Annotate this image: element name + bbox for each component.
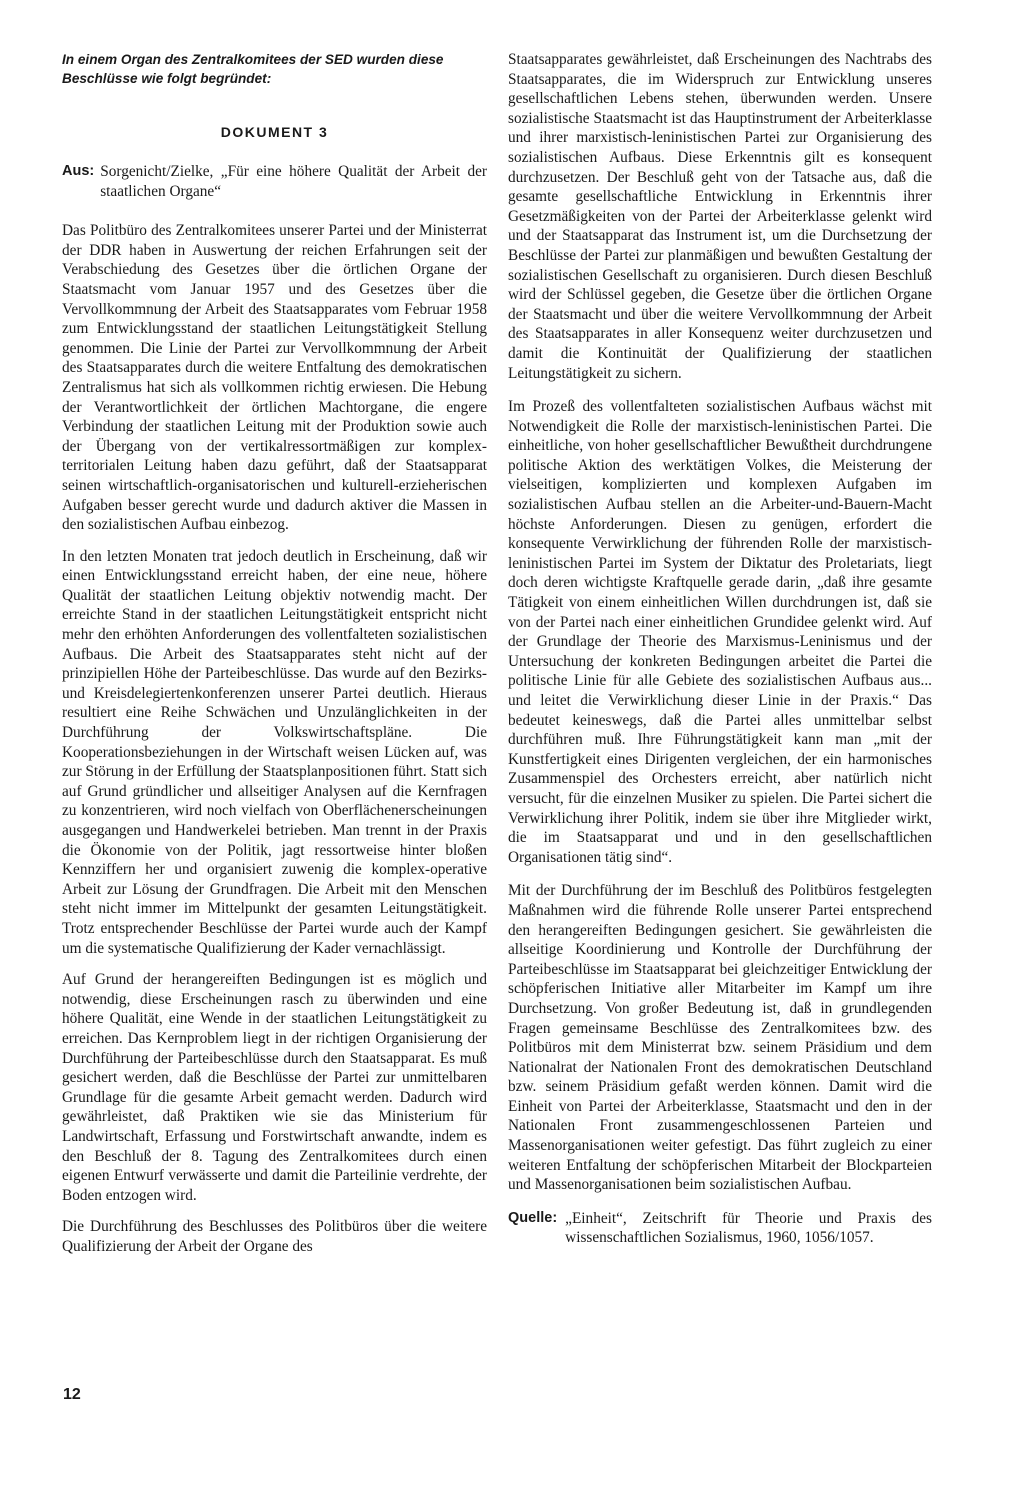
- paragraph: Das Politbüro des Zentralkomitees unserer Partei und der Ministerrat der DDR haben in Auswertung der reichen Erfahrungen seit der Verabschiedung des Gesetzes über die örtlichen Organe der Staatsmacht vom Januar 1957 und des Gesetzes über die Vervollkommnung der Arbeit des Staatsapparates vom Februar 1958 zum Entwicklungsstand der staatlichen Leitungstätigkeit Stellung genommen. Die Linie der Partei zur Vervollkommnung der Arbeit des Staatsapparates durch die weitere Entfaltung des demokratischen Zentralismus hat sich als vollkommen richtig erwiesen. Die Hebung der Verantwortlichkeit der örtlichen Machtorgane, die engere Verbindung der staatlichen Leitung mit der Produktion sowie auch der Übergang von der vertikalressortmäßigen zur komplex-territorialen Leitung haben dazu geführt, daß der Staatsapparat seinen wirtschaftlich-organisatorischen und kulturell-erzieherischen Aufgaben besser gerecht wurde und dadurch aktiver die Massen in den sozialistischen Aufbau einbezog.: [62, 222, 487, 534]
- source-citation: [62, 162, 487, 201]
- paragraph: Im Prozeß des vollentfalteten sozialistischen Aufbaus wächst mit Notwendigkeit die Rolle der marxistisch-leninistischen Partei. Die einheitliche, von hoher gesellschaftlicher Bewußtheit durchdrungene politische Aktion des werktätigen Volkes, die Meisterung der vielseitigen, komplizierten und komplexen Aufgaben im sozialistischen Aufbau stellen an die Arbeiter-und-Bauern-Macht höchste Anforderungen. Diesen zu genügen, erfordert die konsequente Verwirklichung der führenden Rolle der marxistisch-leninistischen Partei im System der Diktatur des Proletariats, liegt doch deren wichtigste Kraftquelle gerade darin, „daß ihre gesamte Tätigkeit von einem einheitlichen Willen durchdrungen ist, daß sie von der Partei nach einer einheitlichen Grundidee gelenkt wird. Auf der Grundlage der Theorie des Marxismus-Leninismus und der Untersuchung der konkreten Bedingungen arbeitet die Partei die politische Linie für alle Gebiete des sozialistischen Aufbaus aus... und leitet die Verwirklichung dieser Linie in der Praxis.“ Das bedeutet keineswegs, daß die Partei alles unmittelbar selbst durchführen muß. Ihre Führungstätigkeit kann man „mit der Kunstfertigkeit eines Dirigenten vergleichen, der ein harmonisches Zusammenspiel des Orchesters erreicht, aber natürlich nicht versucht, für die einzelnen Musiker zu spielen. Die Partei sichert die Verwirklichung ihrer Politik, indem sie über ihre Mitglieder wirkt, die im Staatsapparat und und in den gesellschaftlichen Organisationen tätig sind“.: [508, 398, 932, 866]
- source-label: Aus:: [62, 163, 95, 179]
- intro-text: In einem Organ des Zentralkomitees der SED wurden diese Beschlüsse wie folgt begründet:: [62, 52, 444, 86]
- right-column: [508, 50, 932, 1248]
- left-column: [62, 50, 487, 1268]
- source-reference-text: „Einheit“, Zeitschrift für Theorie und Praxis des wissenschaftlichen Sozialismus, 1960, 1056/1057.: [565, 1209, 932, 1247]
- source-reference-label: Quelle:: [508, 1209, 558, 1226]
- paragraph: Auf Grund der herangereiften Bedingungen ist es möglich und notwendig, diese Erscheinungen rasch zu überwinden und eine höhere Qualität, eine Wende in der staatlichen Leitungstätigkeit zu erreichen. Das Kernproblem liegt in der richtigen Organisierung der Durchführung der Parteibeschlüsse durch den Staatsapparat. Es muß gesichert werden, daß die Beschlüsse der Partei zur unmittelbaren Grundlage für die gesamte Arbeit gemacht werden. Dadurch wird gewährleistet, daß Praktiken wie sie das Ministerium für Landwirtschaft, Erfassung und Forstwirtschaft anwandte, indem es den Beschluß der 8. Tagung des Zentralkomitees durch einen eigenen Entwurf verwässerte und damit die Parteilinie verdrehte, der Boden entzogen wird.: [62, 971, 487, 1204]
- paragraph: Mit der Durchführung der im Beschluß des Politbüros festgelegten Maßnahmen wird die führende Rolle unserer Partei entsprechend den herangereiften Bedingungen gesichert. Sie gewährleisten die allseitige Koordinierung und Kontrolle der Durchführung der Parteibeschlüsse im Staatsapparat bei gleichzeitiger Entwicklung der schöpferischen Initiative aller Mitarbeiter im Kampf um ihre Durchsetzung. Von großer Bedeutung ist, daß in grundlegenden Fragen gemeinsame Beschlüsse des Zentralkomitees bzw. des Politbüros mit dem Ministerrat bzw. seinem Präsidium und dem Nationalrat der Nationalen Front des demokratischen Deutschland bzw. seinem Präsidium gefaßt werden können. Damit wird die Einheit von Partei der Arbeiterklasse, Staatsmacht und den in der Nationalen Front zusammengeschlossenen Parteien und Massenorganisationen weiter gefestigt. Das führt zugleich zu einer weiteren Entfaltung der schöpferischen Mitarbeit der Blockparteien und Massenorganisationen beim sozialistischen Aufbau.: [508, 882, 932, 1194]
- source-text: Sorgenicht/Zielke, „Für eine höhere Qualität der Arbeit der staatlichen Organe“: [100, 163, 487, 200]
- paragraph: Staatsapparates gewährleistet, daß Erscheinungen des Nachtrabs des Staatsapparates, die im Widerspruch zur Entwicklung unseres gesellschaftlichen Lebens stehen, überwunden werden. Unsere sozialistische Staatsmacht ist das Hauptinstrument der Arbeiterklasse und ihrer marxistisch-leninistischen Partei zur Organisierung des sozialistischen Aufbaus. Diese Erkenntnis gilt es konsequent durchzusetzen. Der Beschluß geht von der Tatsache aus, daß die gesamte gesellschaftliche Entwicklung in Erkenntnis ihrer Gesetzmäßigkeiten von der Partei der Arbeiterklasse gelenkt wird und der Staatsapparat das Instrument ist, um die Durchsetzung der Beschlüsse der Partei zur planmäßigen und bewußten Gestaltung der sozialistischen Gesellschaft zu organisieren. Durch diesen Beschluß wird der Schlüssel gegeben, die Gesetze über die örtlichen Organe der Staatsmacht und über die weitere Vervollkommnung der Arbeit des Staatsapparates in aller Konsequenz weiter durchzusetzen und damit die Kontinuität der Qualifizierung der staatlichen Leitungstätigkeit zu sichern.: [508, 51, 932, 382]
- paragraph: In den letzten Monaten trat jedoch deutlich in Erscheinung, daß wir einen Entwicklungsstand erreicht haben, der eine neue, höhere Qualität der staatlichen Leitung objektiv notwendig macht. Der erreichte Stand in der staatlichen Leitungstätigkeit entspricht nicht mehr den erhöhten Anforderungen des vollentfalteten sozialistischen Aufbaus. Die Arbeit des Staatsapparates steht nicht auf der prinzipiellen Höhe der Parteibeschlüsse. Das wurde auf den Bezirks- und Kreisdelegiertenkonferenzen unserer Partei deutlich. Hieraus resultiert eine Reihe Schwächen und Unzulänglichkeiten in der Durchführung der Volkswirtschaftspläne. Die Kooperationsbeziehungen in der Wirtschaft weisen Lücken auf, was zur Störung in der Erfüllung der Staatsplanpositionen führt. Statt sich auf Grund gründlicher und allseitiger Analysen auf die Kernfragen zu konzentrieren, wird noch vielfach von Oberflächenerscheinungen ausgegangen und Handwerkelei betrieben. Man trennt in der Praxis die Ökonomie von der Politik, jagt ressortweise hinter bloßen Kennziffern her und organisiert zuwenig die komplex-operative Arbeit zur Lösung der Grundfragen. Die Arbeit mit den Menschen steht nicht immer im Mittelpunkt der gesamten Leitungstätigkeit. Trotz entsprechender Beschlüsse der Partei wurde auch der Kampf um die systematische Qualifizierung der Kader vernachlässigt.: [62, 547, 487, 957]
- paragraph: Die Durchführung des Beschlusses des Politbüros über die weitere Qualifizierung der Arbeit der Organe des: [62, 1218, 487, 1255]
- document-heading: DOKUMENT 3: [220, 124, 329, 140]
- source-reference: [508, 1209, 932, 1248]
- page-number: 12: [63, 1386, 81, 1403]
